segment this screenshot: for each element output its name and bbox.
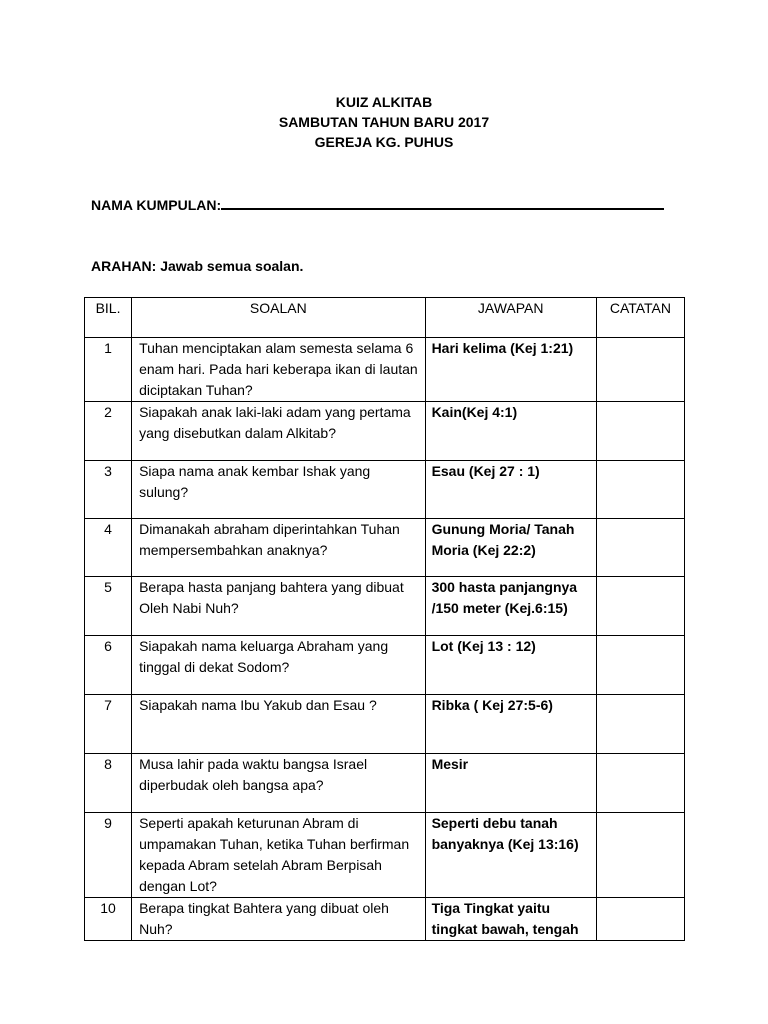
question-cell: Dimanakah abraham diperintahkan Tuhan mempersembahkan anaknya? — [132, 519, 425, 577]
table-row — [85, 754, 685, 813]
table-row — [85, 338, 685, 402]
row-number: 2 — [85, 402, 132, 461]
question-cell: Siapakah nama keluarga Abraham yang tinggal di dekat Sodom? — [132, 636, 425, 695]
note-cell — [596, 338, 684, 402]
note-cell — [596, 519, 684, 577]
row-number: 4 — [85, 519, 132, 577]
row-number: 10 — [85, 898, 132, 941]
title: KUIZ ALKITAB — [335, 94, 433, 110]
note-cell — [596, 461, 684, 519]
row-number: 7 — [85, 695, 132, 754]
answer-cell: Mesir — [425, 754, 596, 813]
note-cell — [596, 636, 684, 695]
table-row — [85, 695, 685, 754]
row-number: 3 — [85, 461, 132, 519]
answer-cell: Kain(Kej 4:1) — [425, 402, 596, 461]
group-name-label: NAMA KUMPULAN: — [91, 197, 222, 213]
question-cell: Musa lahir pada waktu bangsa Israel diperbudak oleh bangsa apa? — [132, 754, 425, 813]
header-soalan: SOALAN — [132, 298, 425, 338]
row-number: 9 — [85, 813, 132, 898]
answer-cell: Esau (Kej 27 : 1) — [425, 461, 596, 519]
table-row — [85, 898, 685, 941]
answer-cell: Tiga Tingkat yaitu tingkat bawah, tengah — [425, 898, 596, 941]
question-cell: Siapa nama anak kembar Ishak yang sulung? — [132, 461, 425, 519]
table-row — [85, 519, 685, 577]
answer-cell: Seperti debu tanah banyaknya (Kej 13:16) — [425, 813, 596, 898]
header-bil: BIL. — [85, 298, 132, 338]
answer-cell: Ribka ( Kej 27:5-6) — [425, 695, 596, 754]
note-cell — [596, 402, 684, 461]
group-name-field — [91, 196, 664, 213]
answer-cell: Gunung Moria/ Tanah Moria (Kej 22:2) — [425, 519, 596, 577]
subtitle: SAMBUTAN TAHUN BARU 2017 — [278, 114, 490, 130]
table-row — [85, 461, 685, 519]
table-row — [85, 577, 685, 636]
note-cell — [596, 813, 684, 898]
answer-cell: Lot (Kej 13 : 12) — [425, 636, 596, 695]
row-number: 6 — [85, 636, 132, 695]
header-jawapan: JAWAPAN — [425, 298, 596, 338]
row-number: 5 — [85, 577, 132, 636]
question-cell: Berapa hasta panjang bahtera yang dibuat Oleh Nabi Nuh? — [132, 577, 425, 636]
note-cell — [596, 754, 684, 813]
quiz-table — [84, 297, 685, 941]
note-cell — [596, 898, 684, 941]
table-row — [85, 402, 685, 461]
instructions: ARAHAN: Jawab semua soalan. — [91, 258, 304, 274]
question-cell: Siapakah anak laki-laki adam yang pertama yang disebutkan dalam Alkitab? — [132, 402, 425, 461]
document-header — [0, 92, 768, 152]
question-cell: Tuhan menciptakan alam semesta selama 6 enam hari. Pada hari keberapa ikan di lautan diciptakan Tuhan? — [132, 338, 425, 402]
row-number: 8 — [85, 754, 132, 813]
question-cell: Siapakah nama Ibu Yakub dan Esau ? — [132, 695, 425, 754]
row-number: 1 — [85, 338, 132, 402]
note-cell — [596, 695, 684, 754]
church-name: GEREJA KG. PUHUS — [314, 134, 454, 150]
table-row — [85, 813, 685, 898]
note-cell — [596, 577, 684, 636]
answer-cell: 300 hasta panjangnya /150 meter (Kej.6:15) — [425, 577, 596, 636]
group-name-blank-line — [221, 196, 664, 210]
table-row — [85, 636, 685, 695]
table-header-row — [85, 298, 685, 338]
question-cell: Seperti apakah keturunan Abram di umpamakan Tuhan, ketika Tuhan berfirman kepada Abram setelah Abram Berpisah dengan Lot? — [132, 813, 425, 898]
answer-cell: Hari kelima (Kej 1:21) — [425, 338, 596, 402]
header-catatan: CATATAN — [596, 298, 684, 338]
question-cell: Berapa tingkat Bahtera yang dibuat oleh Nuh? — [132, 898, 425, 941]
